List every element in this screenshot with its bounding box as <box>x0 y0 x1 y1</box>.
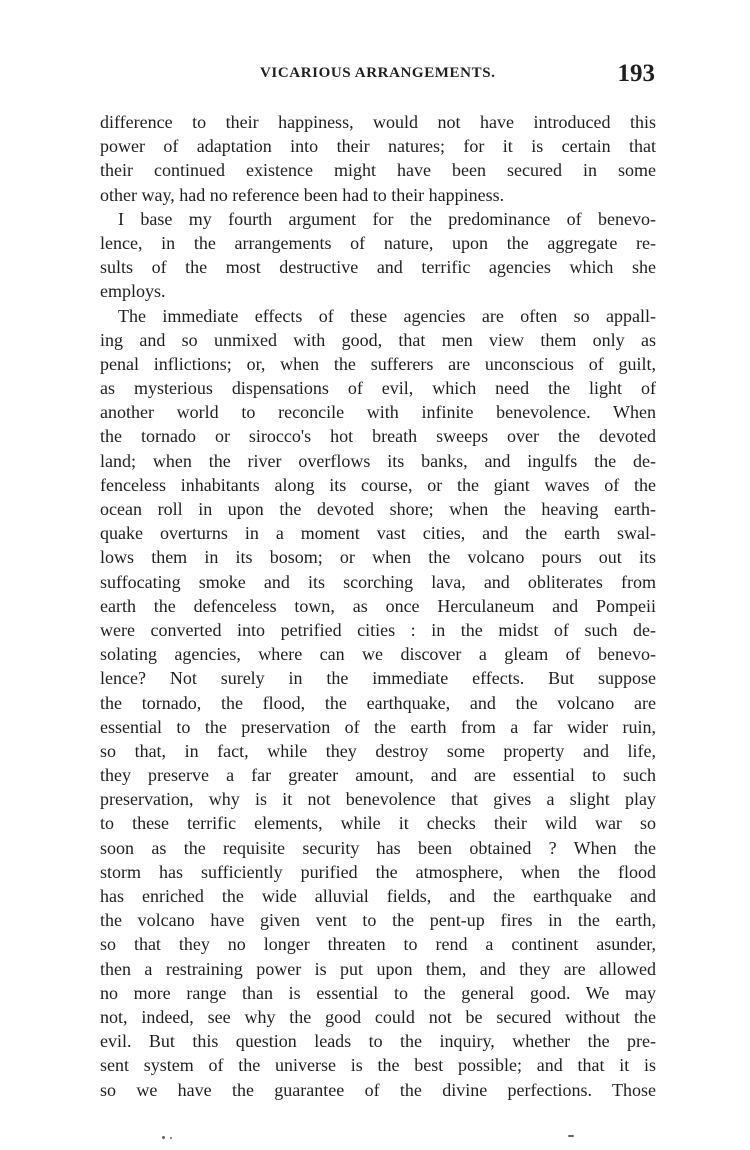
text-line: lence? Not surely in the immediate effects. But suppose <box>100 668 656 689</box>
text-line: as mysterious dispensations of evil, which need the light of <box>100 378 656 399</box>
text-line: storm has sufficiently purified the atmosphere, when the flood <box>100 861 656 882</box>
text-line: evil. But this question leads to the inquiry, whether the pre- <box>100 1031 656 1052</box>
text-line: the tornado, the flood, the earthquake, and the volcano are <box>100 692 656 713</box>
text-line: other way, had no reference been had to their happiness. <box>100 184 505 205</box>
text-line: preservation, why is it not benevolence that gives a slight play <box>100 789 656 810</box>
text-line: fenceless inhabitants along its course, or the giant waves of the <box>100 474 656 495</box>
ink-speck <box>568 1135 574 1137</box>
text-line: their continued existence might have been secured in some <box>100 160 656 181</box>
text-line: ocean roll in upon the devoted shore; when the heaving earth- <box>100 499 656 519</box>
ink-speck <box>170 1137 172 1139</box>
text-line: lows them in its bosom; or when the volcano pours out its <box>100 547 656 568</box>
text-line: suffocating smoke and its scorching lava, and obliterates from <box>100 571 656 592</box>
text-line: employs. <box>100 281 166 302</box>
print-specks <box>150 1134 580 1142</box>
text-line: lence, in the arrangements of nature, upon the aggregate re- <box>100 232 656 253</box>
text-line: another world to reconcile with infinite benevolence. When <box>100 402 656 423</box>
text-line: so we have the guarantee of the divine perfections. Those <box>100 1079 656 1100</box>
text-line: so that, in fact, while they destroy some property and life, <box>100 740 656 761</box>
text-line: the volcano have given vent to the pent-up fires in the earth, <box>100 910 656 931</box>
text-line: quake overturns in a moment vast cities, and the earth swal- <box>100 523 656 544</box>
page-number: 193 <box>617 60 655 87</box>
text-line: they preserve a far greater amount, and are essential to such <box>100 765 656 786</box>
text-line: ing and so unmixed with good, that men view them only as <box>100 329 656 350</box>
text-line: the tornado or sirocco's hot breath sweeps over the devoted <box>100 426 656 447</box>
text-line: no more range than is essential to the general good. We may <box>100 982 656 1003</box>
text-line: land; when the river overflows its banks, and ingulfs the de- <box>100 450 656 471</box>
text-line: then a restraining power is put upon them, and they are allowed <box>100 958 656 979</box>
text-line: to these terrific elements, while it checks their wild war so <box>100 813 656 834</box>
text-line: soon as the requisite security has been obtained ? When the <box>100 837 656 858</box>
ink-speck <box>162 1136 165 1139</box>
text-line: sults of the most destructive and terrific agencies which she <box>100 257 656 278</box>
text-line: I base my fourth argument for the predominance of benevo- <box>118 208 656 229</box>
text-line: were converted into petrified cities : in the midst of such de- <box>100 619 656 640</box>
text-line: earth the defenceless town, as once Herculaneum and Pompeii <box>100 595 656 616</box>
text-line: power of adaptation into their natures; for it is certain that <box>100 136 656 157</box>
text-line: has enriched the wide alluvial fields, and the earthquake and <box>100 886 656 906</box>
body-text <box>100 110 656 1102</box>
text-line: essential to the preservation of the earth from a far wider ruin, <box>100 716 656 737</box>
text-line: difference to their happiness, would not have introduced this <box>100 112 656 132</box>
text-line: The immediate effects of these agencies are often so appall- <box>118 305 656 326</box>
running-title: VICARIOUS ARRANGEMENTS. <box>260 65 496 81</box>
text-line: solating agencies, where can we discover a gleam of benevo- <box>100 644 656 665</box>
text-line: not, indeed, see why the good could not be secured without the <box>100 1006 656 1027</box>
text-line: penal inflictions; or, when the sufferers are unconscious of guilt, <box>100 353 656 374</box>
running-head <box>100 60 655 94</box>
text-line: sent system of the universe is the best possible; and that it is <box>100 1055 656 1076</box>
text-line: so that they no longer threaten to rend a continent asunder, <box>100 934 656 955</box>
